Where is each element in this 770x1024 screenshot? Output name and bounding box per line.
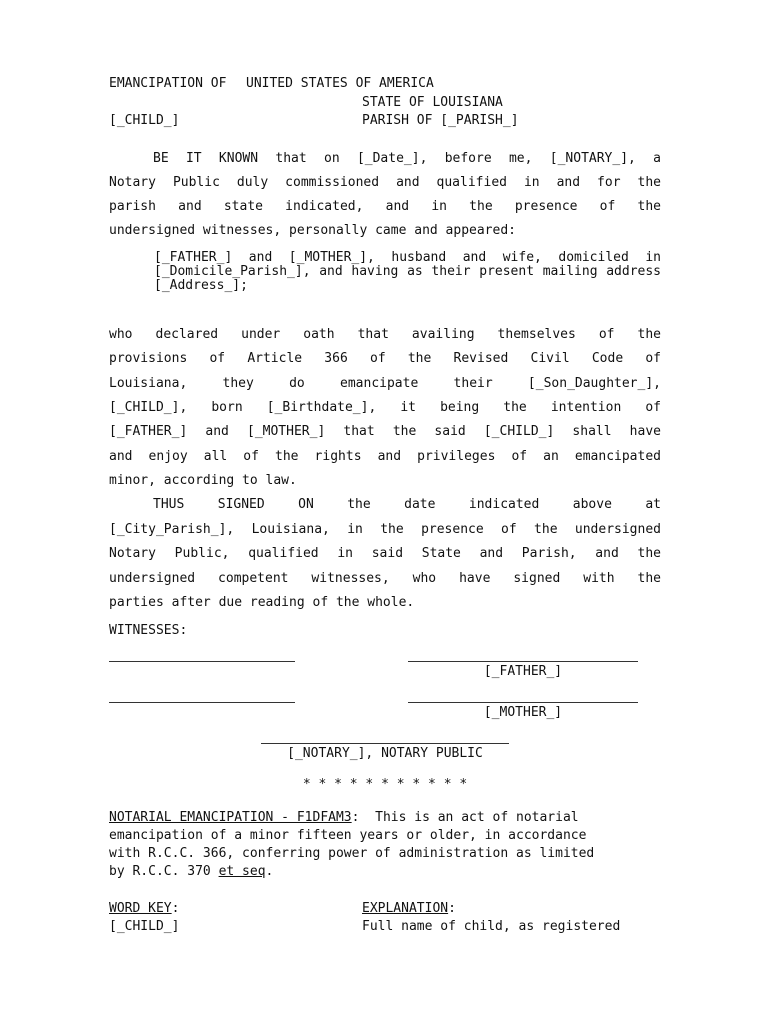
section-separator: * * * * * * * * * * *	[302, 777, 468, 792]
signed-line-2: [_City_Parish_], Louisiana, in the presence of the undersigned	[109, 522, 661, 537]
word-key-heading	[109, 901, 179, 916]
notary-signature-line	[261, 743, 509, 744]
notes-heading: NOTARIAL EMANCIPATION - F1DFAM3	[109, 810, 352, 825]
explanation-label: EXPLANATION	[362, 901, 449, 916]
notes-line-1-rest: : This is an act of notarial	[351, 810, 579, 825]
witness-1-signature-line	[109, 661, 295, 662]
signed-line-5: parties after due reading of the whole.	[109, 595, 415, 610]
notes-line-3: with R.C.C. 366, conferring power of administration as limited	[109, 846, 595, 861]
notes-line-4-pre: by R.C.C. 370	[109, 864, 219, 879]
explanation-heading	[362, 901, 456, 916]
key-child-explanation: Full name of child, as registered	[362, 919, 621, 934]
parish-line: PARISH OF [_PARISH_]	[362, 113, 519, 128]
key-child: [_CHILD_]	[109, 919, 180, 934]
intro-line-3: parish and state indicated, and in the presence of the	[109, 199, 661, 214]
father-signature-line	[408, 661, 638, 662]
notary-signature-label: [_NOTARY_], NOTARY PUBLIC	[287, 746, 483, 761]
signed-line-4: undersigned competent witnesses, who have signed with the	[109, 571, 661, 586]
child-placeholder: [_CHILD_]	[109, 113, 180, 128]
notes-line-4-post: .	[265, 864, 274, 879]
notes-et-seq: et seq	[218, 864, 266, 879]
declaration-line-3: Louisiana, they do emancipate their [_Son_Daughter_],	[109, 376, 661, 391]
intro-line-2: Notary Public duly commissioned and qualified in and for the	[109, 175, 661, 190]
word-key-label: WORD KEY	[109, 901, 172, 916]
intro-line-1: BE IT KNOWN that on [_Date_], before me, [_NOTARY_], a	[153, 151, 661, 166]
declaration-line-6: and enjoy all of the rights and privileges of an emancipated	[109, 449, 661, 464]
mother-signature-line	[408, 702, 638, 703]
mother-signature-label: [_MOTHER_]	[483, 705, 563, 720]
signed-line-3: Notary Public, qualified in said State and Parish, and the	[109, 546, 661, 561]
declaration-line-7: minor, according to law.	[109, 473, 297, 488]
signed-line-1: THUS SIGNED ON the date indicated above at	[153, 497, 661, 512]
notes-line-2: emancipation of a minor fifteen years or older, in accordance	[109, 828, 587, 843]
witnesses-label: WITNESSES:	[109, 623, 188, 638]
declaration-line-4: [_CHILD_], born [_Birthdate_], it being the intention of	[109, 400, 661, 415]
title-left: EMANCIPATION OF	[109, 76, 227, 91]
declaration-line-5: [_FATHER_] and [_MOTHER_] that the said [_CHILD_] shall have	[109, 424, 661, 439]
witness-2-signature-line	[109, 702, 295, 703]
notes-line-1	[109, 810, 579, 825]
declaration-line-2: provisions of Article 366 of the Revised Civil Code of	[109, 351, 661, 366]
title-right: UNITED STATES OF AMERICA	[246, 76, 434, 91]
intro-line-4: undersigned witnesses, personally came and appeared:	[109, 223, 516, 238]
state-line: STATE OF LOUISIANA	[362, 95, 503, 110]
explanation-colon: :	[448, 901, 456, 916]
appearer-block: [_FATHER_] and [_MOTHER_], husband and wife, domiciled in [_Domicile_Parish_], and having as their present mailing address [_Address_];	[154, 250, 661, 293]
father-signature-label: [_FATHER_]	[483, 664, 563, 679]
declaration-line-1: who declared under oath that availing themselves of the	[109, 327, 661, 342]
notes-line-4	[109, 864, 273, 879]
word-key-colon: :	[171, 901, 180, 916]
